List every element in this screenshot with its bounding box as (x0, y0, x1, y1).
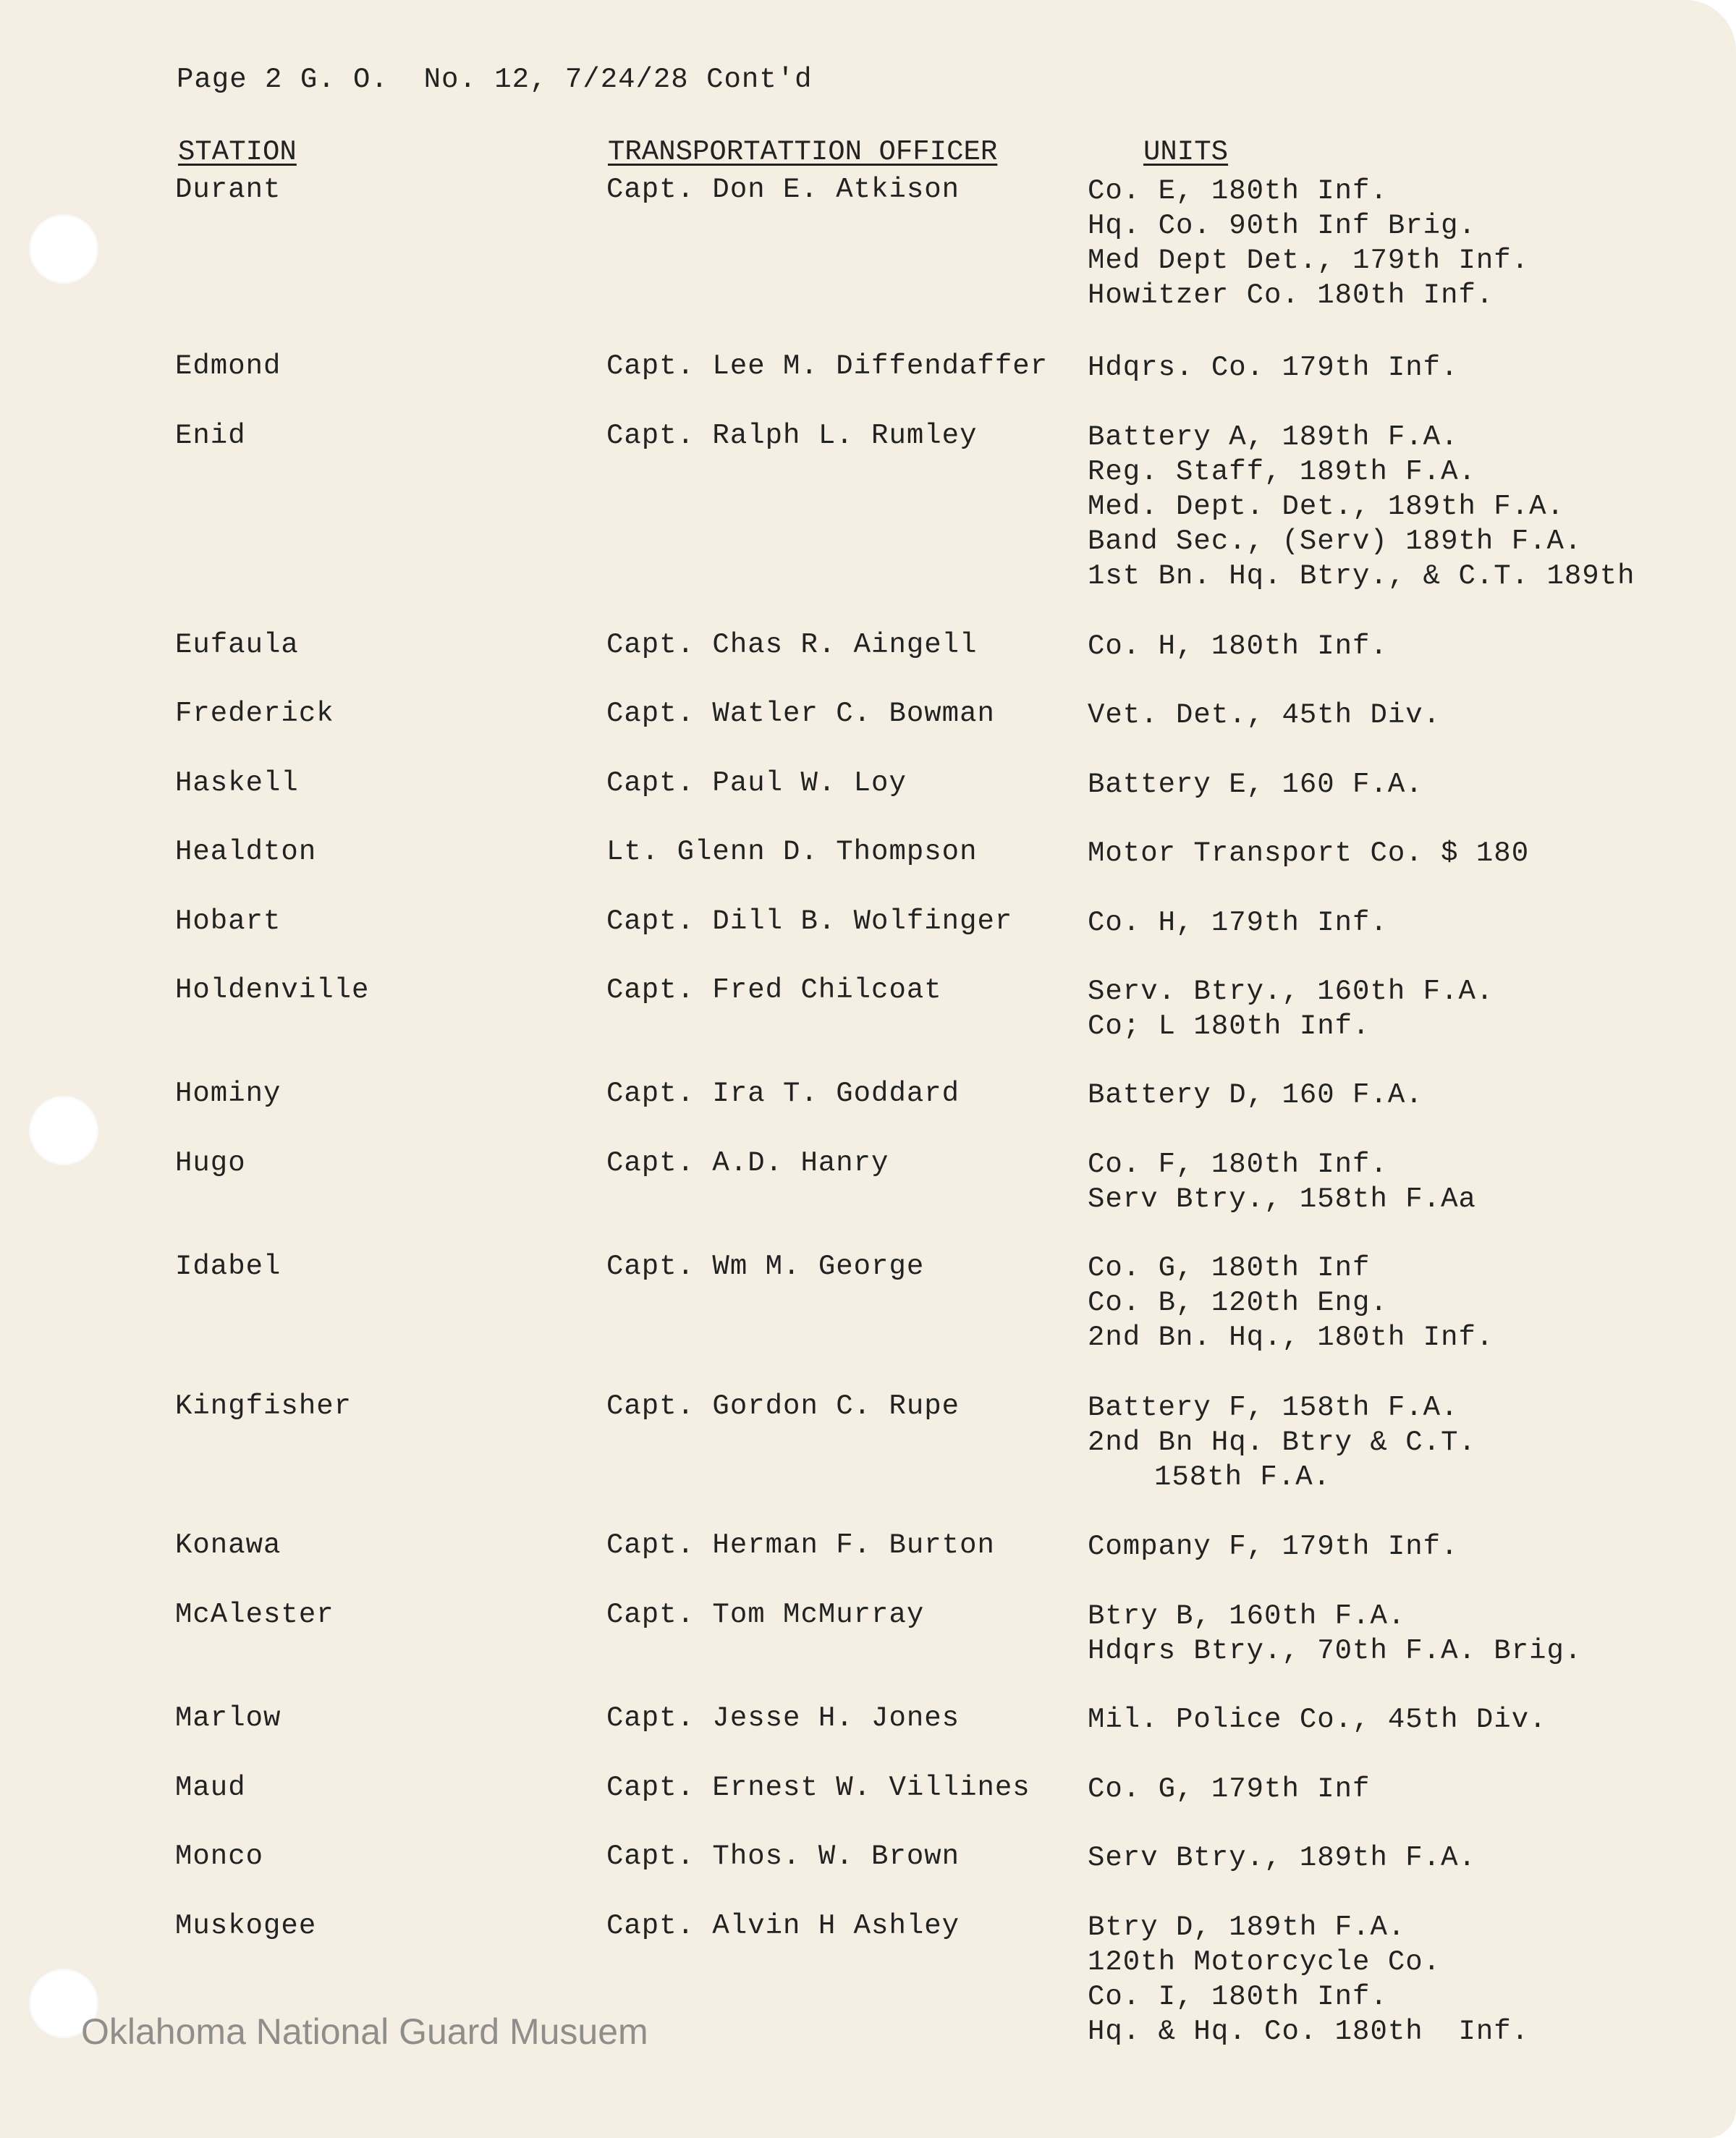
binder-hole-top (29, 214, 98, 284)
unit-entry: Co. I, 180th Inf. (1088, 1981, 1388, 2013)
unit-entry: Co. G, 180th Inf (1088, 1252, 1371, 1284)
unit-entry: Btry D, 189th F.A. (1088, 1911, 1406, 1943)
station-name: McAlester (175, 1599, 334, 1631)
units-list (1088, 174, 1529, 313)
unit-entry: Mil. Police Co., 45th Div. (1088, 1704, 1547, 1736)
unit-entry: Med Dept Det., 179th Inf. (1088, 245, 1530, 276)
transportation-officer: Capt. Tom McMurray (606, 1599, 925, 1631)
units-list (1088, 1841, 1476, 1875)
station-name: Edmond (175, 350, 281, 382)
officer-column-header: TRANSPORTATTION OFFICER (608, 136, 998, 168)
binder-hole-middle (29, 1096, 98, 1165)
station-name: Durant (175, 174, 281, 206)
unit-entry: Hq. Co. 90th Inf Brig. (1088, 210, 1476, 242)
units-column-header: UNITS (1143, 136, 1229, 168)
unit-entry: 2nd Bn Hq. Btry & C.T. (1088, 1427, 1476, 1458)
transportation-officer: Capt. Jesse H. Jones (606, 1702, 960, 1734)
transportation-officer: Capt. Watler C. Bowman (606, 698, 995, 730)
unit-entry: Battery E, 160 F.A. (1088, 769, 1423, 800)
station-name: Muskogee (175, 1910, 317, 1942)
unit-entry: Reg. Staff, 189th F.A. (1088, 456, 1476, 488)
units-list (1088, 350, 1458, 385)
transportation-officer: Capt. Lee M. Diffendaffer (606, 350, 1049, 382)
units-list (1088, 1702, 1547, 1737)
transportation-officer: Capt. Fred Chilcoat (606, 974, 942, 1006)
unit-entry: Battery A, 189th F.A. (1088, 421, 1459, 453)
units-list (1088, 698, 1441, 732)
units-list (1088, 420, 1635, 593)
unit-entry: Co. H, 179th Inf. (1088, 907, 1388, 939)
unit-entry: Serv. Btry., 160th F.A. (1088, 976, 1494, 1007)
watermark: Oklahoma National Guard Musuem (81, 2011, 648, 2052)
station-name: Frederick (175, 698, 334, 730)
unit-entry: Serv Btry., 189th F.A. (1088, 1842, 1476, 1874)
station-name: Idabel (175, 1251, 281, 1283)
page-header: Page 2 G. O. No. 12, 7/24/28 Cont'd (177, 64, 813, 96)
transportation-officer: Capt. Ralph L. Rumley (606, 420, 978, 452)
transportation-officer: Capt. Alvin H Ashley (606, 1910, 960, 1942)
unit-entry: Co. B, 120th Eng. (1088, 1287, 1388, 1319)
unit-entry: Vet. Det., 45th Div. (1088, 699, 1441, 731)
transportation-officer: Capt. Ira T. Goddard (606, 1078, 960, 1110)
station-name: Haskell (175, 767, 299, 799)
transportation-officer: Capt. A.D. Hanry (606, 1147, 889, 1179)
units-list (1088, 1390, 1476, 1495)
transportation-officer: Capt. Paul W. Loy (606, 767, 907, 799)
unit-entry: Co; L 180th Inf. (1088, 1010, 1371, 1042)
unit-entry: Company F, 179th Inf. (1088, 1531, 1459, 1563)
unit-entry: 2nd Bn. Hq., 180th Inf. (1088, 1322, 1494, 1353)
transportation-officer: Capt. Wm M. George (606, 1251, 925, 1283)
station-name: Enid (175, 420, 246, 452)
station-name: Hobart (175, 905, 281, 937)
unit-entry: Co. E, 180th Inf. (1088, 175, 1388, 207)
transportation-officer: Capt. Don E. Atkison (606, 174, 960, 206)
unit-entry: 120th Motorcycle Co. (1088, 1946, 1441, 1978)
units-list (1088, 1529, 1458, 1564)
station-name: Eufaula (175, 629, 299, 661)
unit-entry: Btry B, 160th F.A. (1088, 1600, 1406, 1632)
transportation-officer: Lt. Glenn D. Thompson (606, 836, 978, 868)
transportation-officer: Capt. Dill B. Wolfinger (606, 905, 1013, 937)
station-name: Marlow (175, 1702, 281, 1734)
units-list (1088, 1078, 1423, 1112)
unit-entry: Co. F, 180th Inf. (1088, 1149, 1388, 1180)
unit-entry: Co. H, 180th Inf. (1088, 630, 1388, 662)
unit-entry: 1st Bn. Hq. Btry., & C.T. 189th (1088, 560, 1635, 592)
unit-entry: Motor Transport Co. $ 180 (1088, 837, 1530, 869)
unit-entry: Band Sec., (Serv) 189th F.A. (1088, 525, 1583, 557)
station-name: Hominy (175, 1078, 281, 1110)
unit-entry: Howitzer Co. 180th Inf. (1088, 279, 1494, 311)
unit-entry: Hdqrs. Co. 179th Inf. (1088, 352, 1459, 384)
station-name: Healdton (175, 836, 317, 868)
units-list (1088, 1599, 1582, 1668)
transportation-officer: Capt. Gordon C. Rupe (606, 1390, 960, 1422)
transportation-officer: Capt. Ernest W. Villines (606, 1772, 1030, 1804)
unit-entry: Hq. & Hq. Co. 180th Inf. (1088, 2016, 1530, 2048)
unit-entry: Co. G, 179th Inf (1088, 1773, 1371, 1805)
unit-entry: Serv Btry., 158th F.Aa (1088, 1183, 1476, 1215)
station-name: Kingfisher (175, 1390, 352, 1422)
station-name: Hugo (175, 1147, 246, 1179)
unit-entry: Hdqrs Btry., 70th F.A. Brig. (1088, 1635, 1583, 1667)
unit-entry: Battery F, 158th F.A. (1088, 1392, 1459, 1424)
station-name: Holdenville (175, 974, 370, 1006)
units-list (1088, 767, 1423, 802)
station-name: Maud (175, 1772, 246, 1804)
transportation-officer: Capt. Herman F. Burton (606, 1529, 995, 1561)
unit-entry: Battery D, 160 F.A. (1088, 1079, 1423, 1111)
units-list (1088, 1147, 1476, 1217)
units-list (1088, 1910, 1529, 2049)
units-list (1088, 629, 1388, 664)
transportation-officer: Capt. Thos. W. Brown (606, 1841, 960, 1872)
units-list (1088, 836, 1529, 871)
units-list (1088, 974, 1494, 1044)
transportation-officer: Capt. Chas R. Aingell (606, 629, 978, 661)
units-list (1088, 1772, 1370, 1807)
units-list (1088, 1251, 1494, 1355)
unit-entry: Med. Dept. Det., 189th F.A. (1088, 491, 1564, 523)
unit-entry: 158th F.A. (1154, 1461, 1331, 1493)
station-column-header: STATION (178, 136, 297, 168)
units-list (1088, 905, 1388, 940)
station-name: Monco (175, 1841, 264, 1872)
station-name: Konawa (175, 1529, 281, 1561)
